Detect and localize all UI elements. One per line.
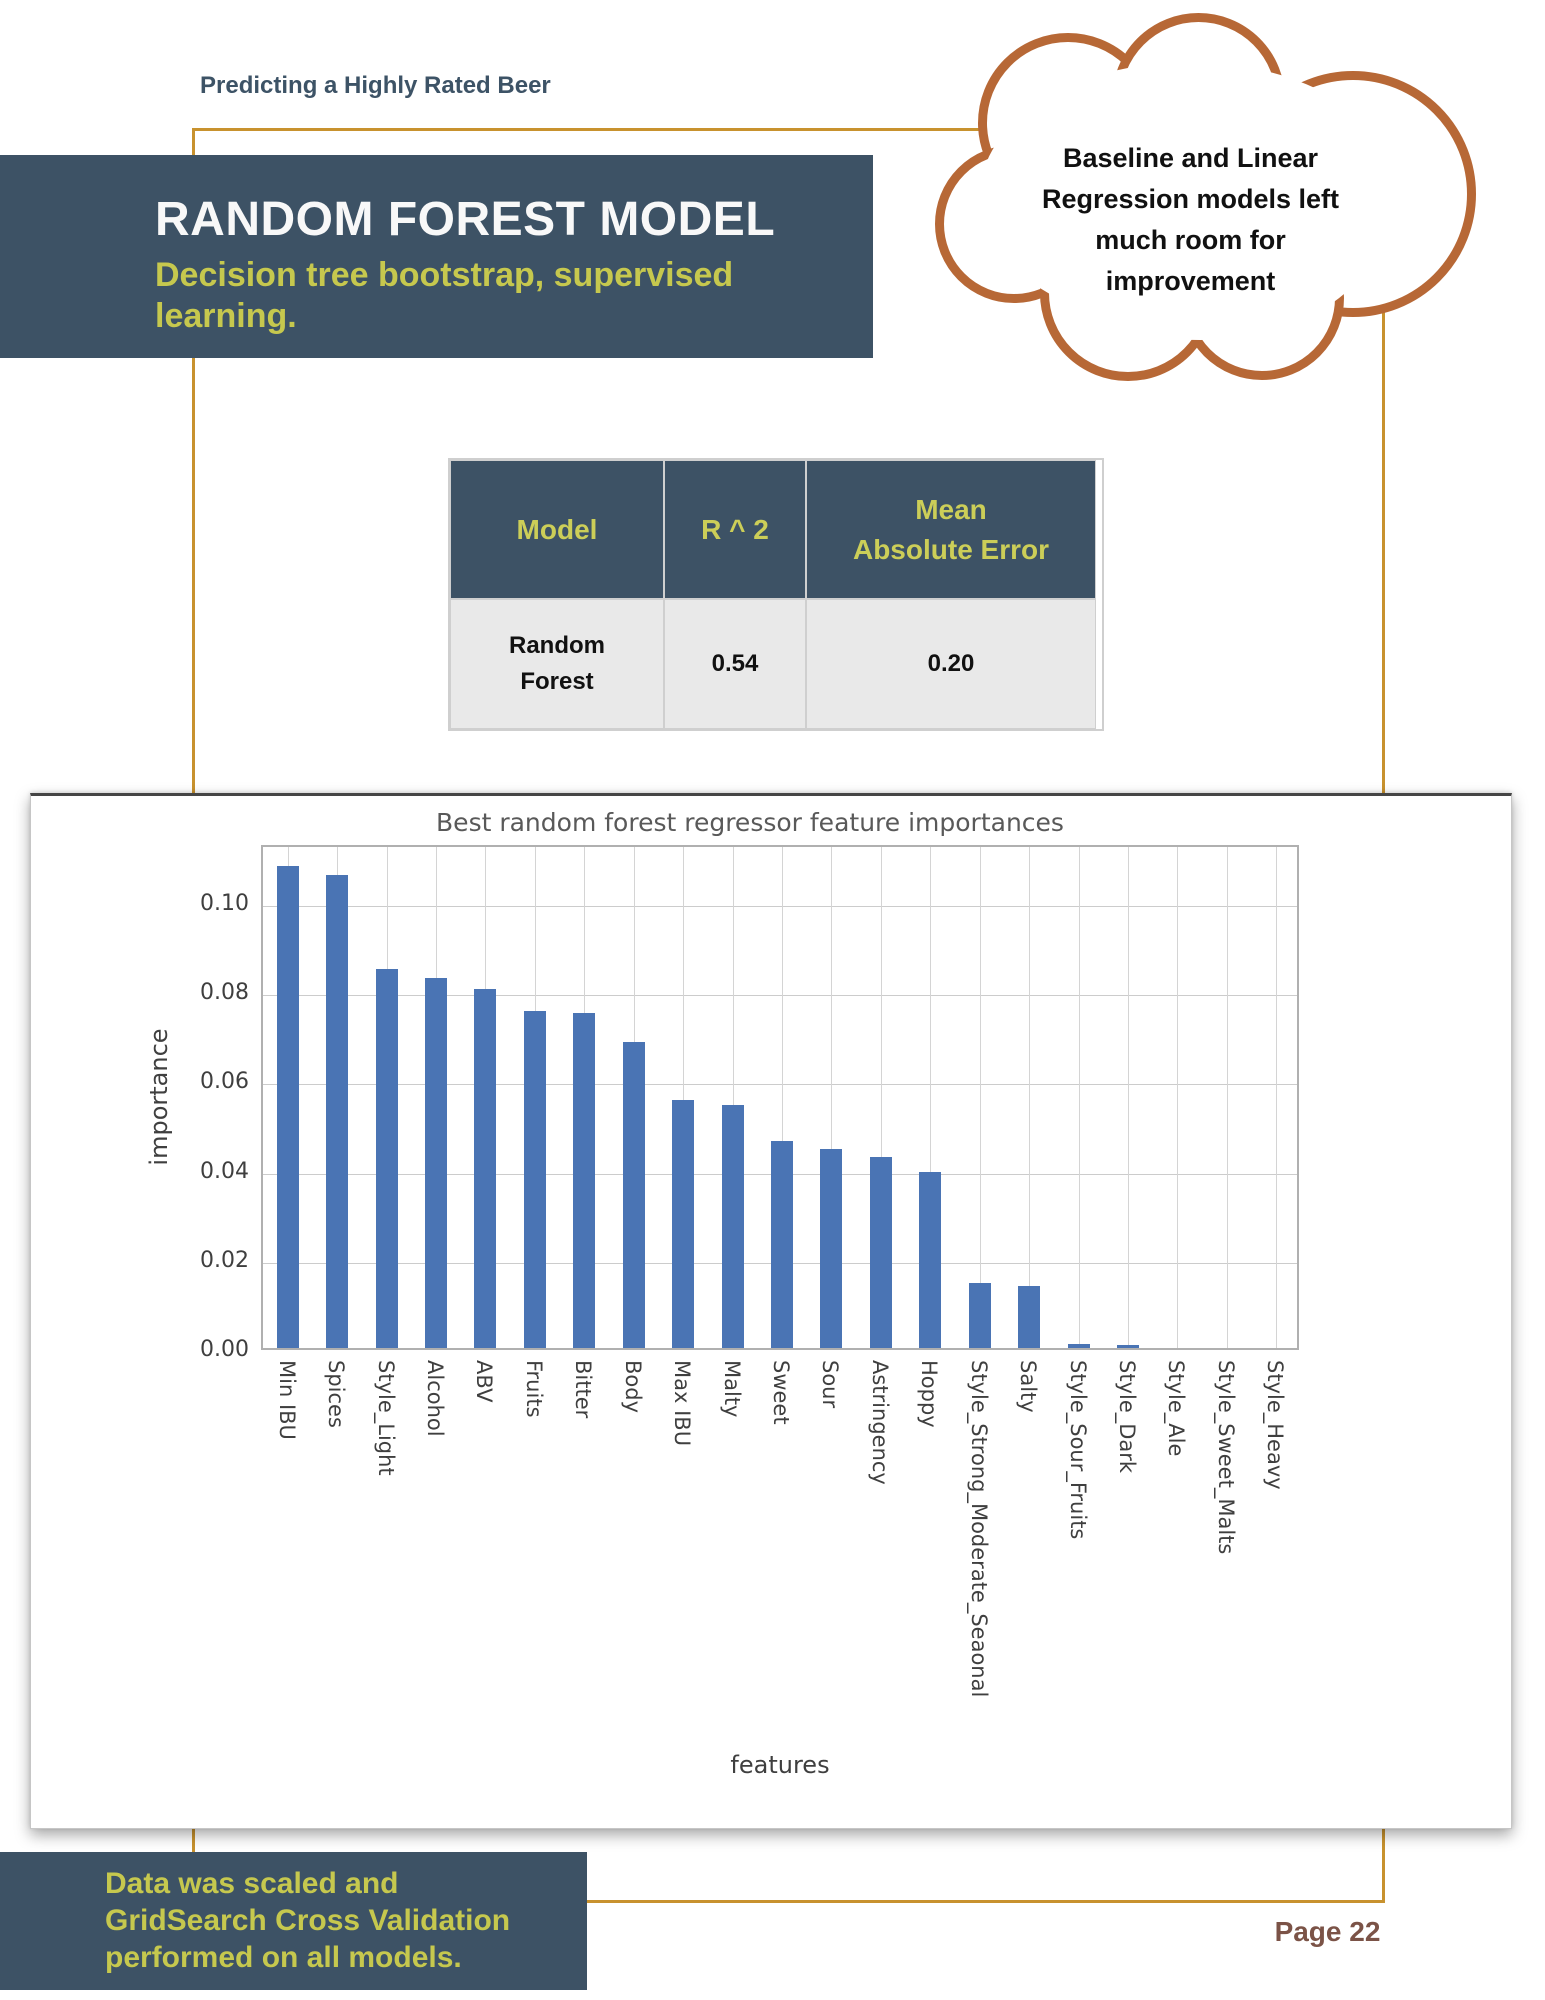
page-title: RANDOM FOREST MODEL — [155, 193, 776, 246]
column-header-mae — [806, 460, 1096, 599]
x-tick-label: Salty — [1016, 1360, 1041, 1413]
x-gridline — [1227, 847, 1228, 1348]
bar-Body — [623, 1042, 645, 1348]
y-axis-label: importance — [145, 1028, 173, 1166]
y-tick-label: 0.04 — [200, 1158, 249, 1184]
footer-note-line: Data was scaled and — [105, 1867, 399, 1900]
callout-line: much room for — [1095, 225, 1286, 255]
column-header-label: Absolute Error — [852, 533, 1050, 565]
bar-ABV — [474, 989, 496, 1348]
cell-mae — [806, 599, 1096, 729]
table-header-row — [450, 460, 1102, 599]
column-header-r2 — [664, 460, 806, 599]
cell-model — [450, 599, 664, 729]
bar-Hoppy — [919, 1172, 941, 1348]
bar-Spices — [326, 875, 348, 1348]
x-tick-label: Fruits — [521, 1360, 546, 1418]
callout-line: Regression models left — [1041, 184, 1340, 214]
y-tick-label: 0.10 — [200, 890, 249, 916]
bar-Style_Light — [376, 969, 398, 1348]
x-gridline — [980, 847, 981, 1348]
bar-Sweet — [771, 1141, 793, 1348]
bar-Bitter — [573, 1013, 595, 1348]
x-tick-label: Body — [620, 1360, 645, 1414]
bar-Fruits — [524, 1011, 546, 1348]
footer-note-box — [0, 1852, 587, 1990]
x-tick-label: Style_Strong_Moderate_Seaonal — [966, 1360, 991, 1698]
x-tick-label: Hoppy — [917, 1360, 942, 1428]
x-gridline — [1079, 847, 1080, 1348]
table-row — [450, 599, 1102, 729]
callout-line: improvement — [1105, 266, 1276, 296]
y-gridline — [263, 1084, 1297, 1085]
y-tick-label: 0.06 — [200, 1069, 249, 1095]
chart-title: Best random forest regressor feature importances — [436, 808, 1064, 837]
plot-area — [261, 845, 1299, 1350]
x-tick-label: Min IBU — [274, 1360, 299, 1440]
footer-note-line: GridSearch Cross Validation — [105, 1904, 511, 1937]
x-tick-label: Style_Heavy — [1263, 1360, 1288, 1490]
column-header-label: Model — [516, 513, 598, 545]
footer-note — [105, 1865, 587, 1976]
x-tick-label: Sweet — [769, 1360, 793, 1425]
column-header-label: R ^ 2 — [701, 513, 769, 545]
bar-Style_Dark — [1117, 1345, 1139, 1348]
column-header-model — [450, 460, 664, 599]
bar-Max IBU — [672, 1100, 694, 1348]
x-tick-label: ABV — [472, 1360, 497, 1403]
bar-Style_Strong_Moderate_Seaonal — [969, 1283, 991, 1348]
x-tick-label: Astringency — [867, 1360, 892, 1485]
x-axis-label: features — [730, 1751, 830, 1779]
bar-Sour — [820, 1149, 842, 1348]
document-title: Predicting a Highly Rated Beer — [200, 72, 551, 99]
x-gridline — [1276, 847, 1277, 1348]
mae-value: 0.20 — [927, 650, 975, 677]
x-tick-label: Style_Dark — [1115, 1360, 1139, 1474]
x-gridline — [1177, 847, 1178, 1348]
x-tick-label: Style_Sweet_Malts — [1213, 1360, 1238, 1555]
results-table — [448, 458, 1104, 731]
y-tick-label: 0.00 — [200, 1337, 249, 1362]
y-tick-label: 0.02 — [200, 1247, 249, 1273]
y-gridline — [263, 995, 1297, 996]
x-tick-label: Spices — [324, 1360, 349, 1428]
page-subtitle — [155, 255, 873, 335]
callout-line: Baseline and Linear — [1062, 143, 1319, 173]
page-number: Page 22 — [1274, 1916, 1381, 1947]
bar-Astringency — [870, 1157, 892, 1348]
x-tick-label: Style_Ale — [1164, 1360, 1189, 1457]
column-header-label: Mean — [915, 494, 987, 526]
bar-Style_Sour_Fruits — [1068, 1344, 1090, 1348]
bar-Min IBU — [277, 866, 299, 1348]
x-gridline — [1029, 847, 1030, 1348]
chart-card — [30, 793, 1512, 1829]
y-tick-label: 0.08 — [200, 980, 249, 1006]
x-tick-label: Max IBU — [670, 1360, 695, 1447]
x-tick-label: Sour — [818, 1360, 843, 1409]
x-tick-label: Alcohol — [423, 1360, 447, 1437]
x-tick-label: Style_Light — [373, 1360, 398, 1476]
cell-r2 — [664, 599, 806, 729]
x-tick-label: Style_Sour_Fruits — [1065, 1360, 1090, 1540]
subtitle-line: Decision tree bootstrap, supervised — [155, 256, 734, 295]
x-gridline — [1128, 847, 1129, 1348]
bar-Salty — [1018, 1286, 1040, 1348]
bar-Alcohol — [425, 978, 447, 1348]
x-tick-label: Bitter — [571, 1360, 596, 1419]
title-block — [0, 155, 873, 358]
bar-Malty — [722, 1105, 744, 1348]
footer-note-line: performed on all models. — [105, 1941, 462, 1974]
subtitle-line: learning. — [155, 296, 297, 335]
model-value: Random Forest — [509, 632, 605, 695]
y-gridline — [263, 906, 1297, 907]
x-tick-label: Malty — [719, 1360, 744, 1418]
callout-text — [968, 138, 1413, 302]
r2-value: 0.54 — [711, 650, 759, 677]
